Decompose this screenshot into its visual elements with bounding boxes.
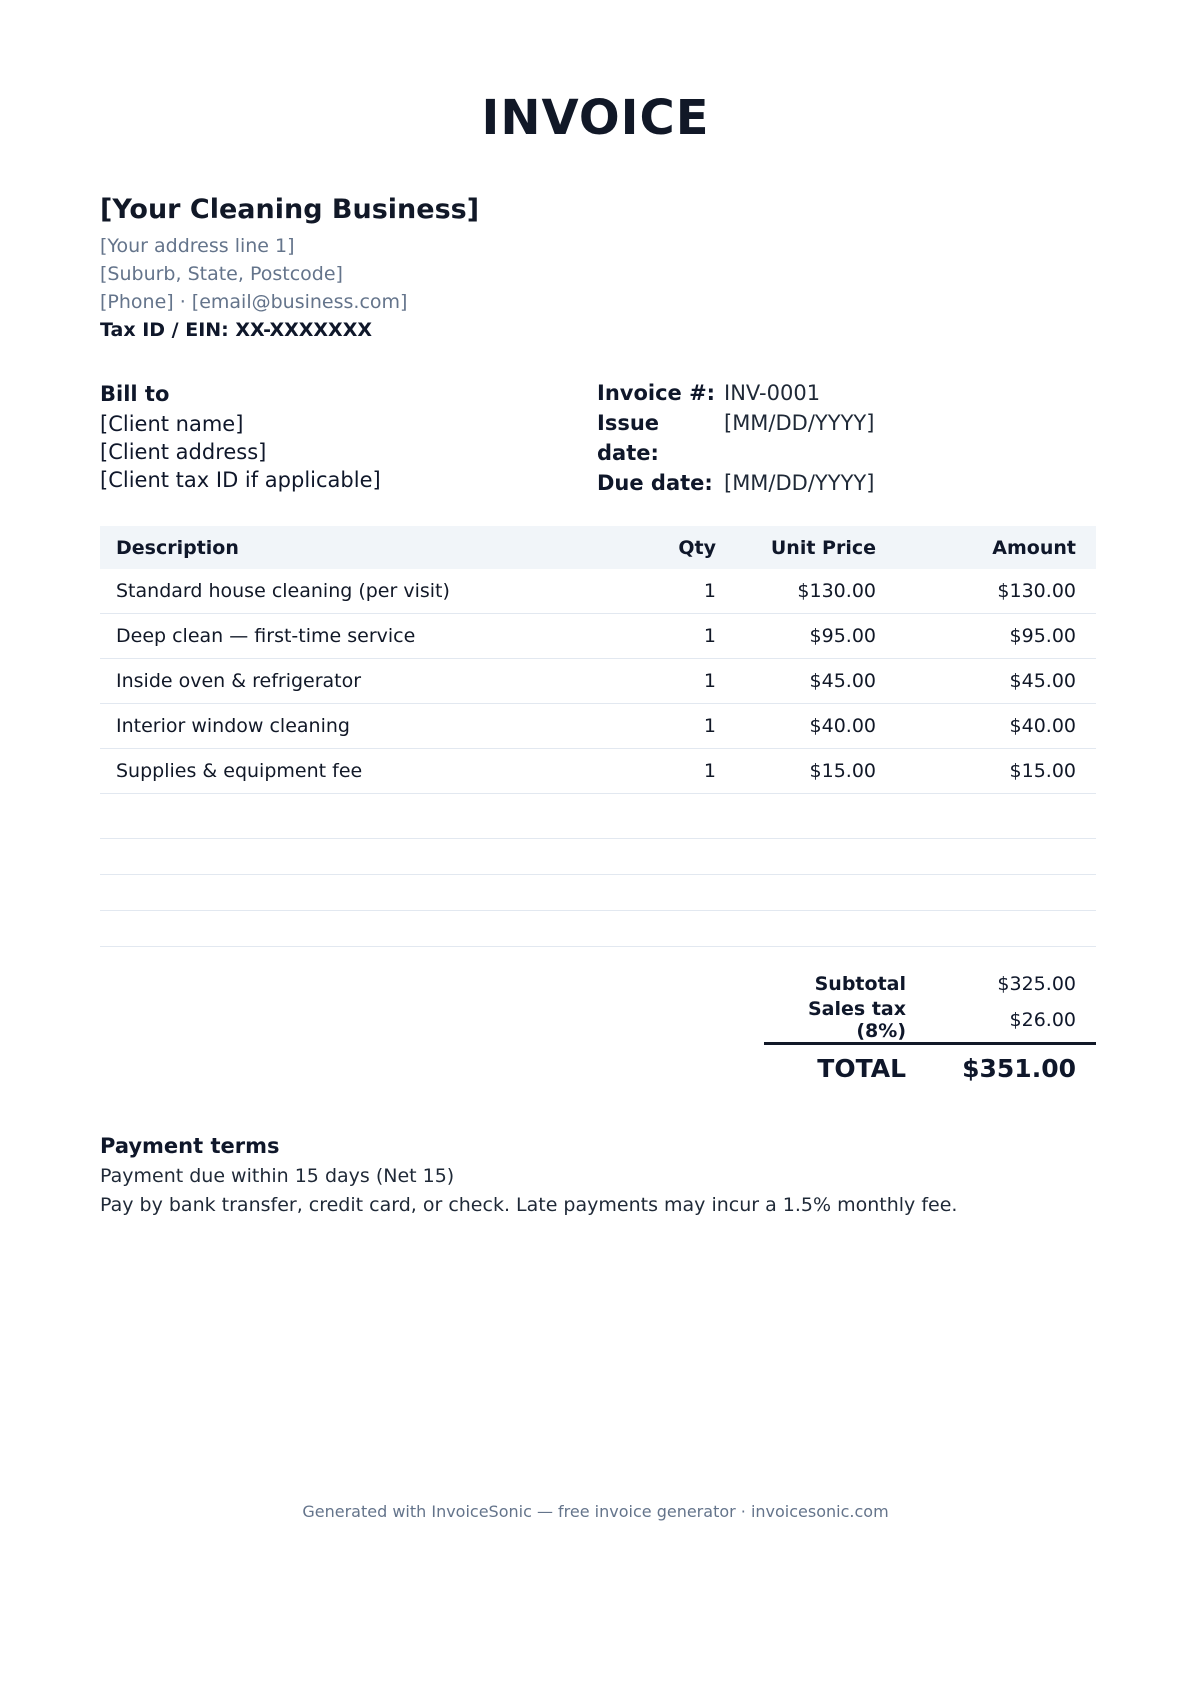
table-header-row bbox=[100, 526, 1096, 569]
row-description: Supplies & equipment fee bbox=[100, 749, 616, 794]
subtotal-label: Subtotal bbox=[814, 973, 906, 995]
client-name: [Client name] bbox=[100, 412, 244, 436]
total-row bbox=[764, 1042, 1096, 1091]
row-amount: $15.00 bbox=[876, 749, 1096, 794]
table-row bbox=[100, 569, 1096, 614]
payment-terms-line2: Pay by bank transfer, credit card, or check. Late payments may incur a 1.5% monthly fee. bbox=[100, 1194, 958, 1216]
business-contact: [Phone] · [email@business.com] bbox=[100, 291, 408, 313]
header-unit-price: Unit Price bbox=[716, 526, 876, 569]
tax-label: Sales tax (8%) bbox=[808, 998, 906, 1042]
row-unit-price: $130.00 bbox=[716, 569, 876, 614]
issue-date-row bbox=[597, 408, 874, 468]
due-date-value: [MM/DD/YYYY] bbox=[724, 471, 875, 495]
header-qty: Qty bbox=[616, 526, 716, 569]
empty-cell bbox=[100, 911, 1096, 947]
total-label: TOTAL bbox=[817, 1053, 906, 1083]
totals-section bbox=[764, 966, 1096, 1091]
row-description: Interior window cleaning bbox=[100, 704, 616, 749]
due-date-row bbox=[597, 468, 874, 498]
invoice-number-row bbox=[597, 378, 874, 408]
row-unit-price: $95.00 bbox=[716, 614, 876, 659]
empty-cell bbox=[100, 794, 1096, 839]
invoice-meta bbox=[597, 378, 874, 498]
issue-date-label: Issue date: bbox=[597, 411, 660, 465]
business-name: [Your Cleaning Business] bbox=[100, 194, 480, 225]
invoice-number-label: Invoice #: bbox=[597, 381, 716, 405]
table-row bbox=[100, 749, 1096, 794]
row-amount: $45.00 bbox=[876, 659, 1096, 704]
line-items-table bbox=[100, 526, 1096, 947]
row-description: Deep clean — first-time service bbox=[100, 614, 616, 659]
empty-cell bbox=[100, 875, 1096, 911]
tax-row bbox=[764, 998, 1096, 1042]
payment-terms-line1: Payment due within 15 days (Net 15) bbox=[100, 1165, 455, 1187]
client-address: [Client address] bbox=[100, 440, 267, 464]
row-amount: $40.00 bbox=[876, 704, 1096, 749]
row-qty: 1 bbox=[616, 614, 716, 659]
row-amount: $95.00 bbox=[876, 614, 1096, 659]
row-qty: 1 bbox=[616, 569, 716, 614]
due-date-label: Due date: bbox=[597, 471, 713, 495]
row-qty: 1 bbox=[616, 704, 716, 749]
empty-row bbox=[100, 794, 1096, 839]
header-amount: Amount bbox=[876, 526, 1096, 569]
row-description: Standard house cleaning (per visit) bbox=[100, 569, 616, 614]
table-row bbox=[100, 704, 1096, 749]
footer-note: Generated with InvoiceSonic — free invoice generator · invoicesonic.com bbox=[302, 1502, 889, 1521]
tax-value: $26.00 bbox=[1009, 1009, 1076, 1031]
bill-to-section bbox=[100, 378, 381, 494]
payment-terms-section bbox=[100, 1130, 957, 1220]
client-tax-id: [Client tax ID if applicable] bbox=[100, 468, 381, 492]
row-unit-price: $40.00 bbox=[716, 704, 876, 749]
empty-row bbox=[100, 839, 1096, 875]
bill-to-heading: Bill to bbox=[100, 382, 170, 406]
issue-date-value: [MM/DD/YYYY] bbox=[724, 411, 875, 435]
business-info bbox=[100, 192, 479, 344]
row-qty: 1 bbox=[616, 749, 716, 794]
empty-row bbox=[100, 875, 1096, 911]
business-address-line2: [Suburb, State, Postcode] bbox=[100, 263, 343, 285]
row-description: Inside oven & refrigerator bbox=[100, 659, 616, 704]
invoice-title: INVOICE bbox=[481, 90, 710, 146]
subtotal-value: $325.00 bbox=[997, 973, 1076, 995]
row-unit-price: $45.00 bbox=[716, 659, 876, 704]
total-value: $351.00 bbox=[962, 1053, 1076, 1083]
empty-row bbox=[100, 911, 1096, 947]
table-row bbox=[100, 659, 1096, 704]
row-amount: $130.00 bbox=[876, 569, 1096, 614]
payment-terms-heading: Payment terms bbox=[100, 1134, 280, 1158]
header-description: Description bbox=[100, 526, 616, 569]
business-tax-id: Tax ID / EIN: XX-XXXXXXX bbox=[100, 319, 373, 341]
invoice-number-value: INV-0001 bbox=[724, 381, 821, 405]
row-qty: 1 bbox=[616, 659, 716, 704]
table-row bbox=[100, 614, 1096, 659]
subtotal-row bbox=[764, 966, 1096, 1002]
row-unit-price: $15.00 bbox=[716, 749, 876, 794]
business-address-line1: [Your address line 1] bbox=[100, 235, 295, 257]
empty-cell bbox=[100, 839, 1096, 875]
